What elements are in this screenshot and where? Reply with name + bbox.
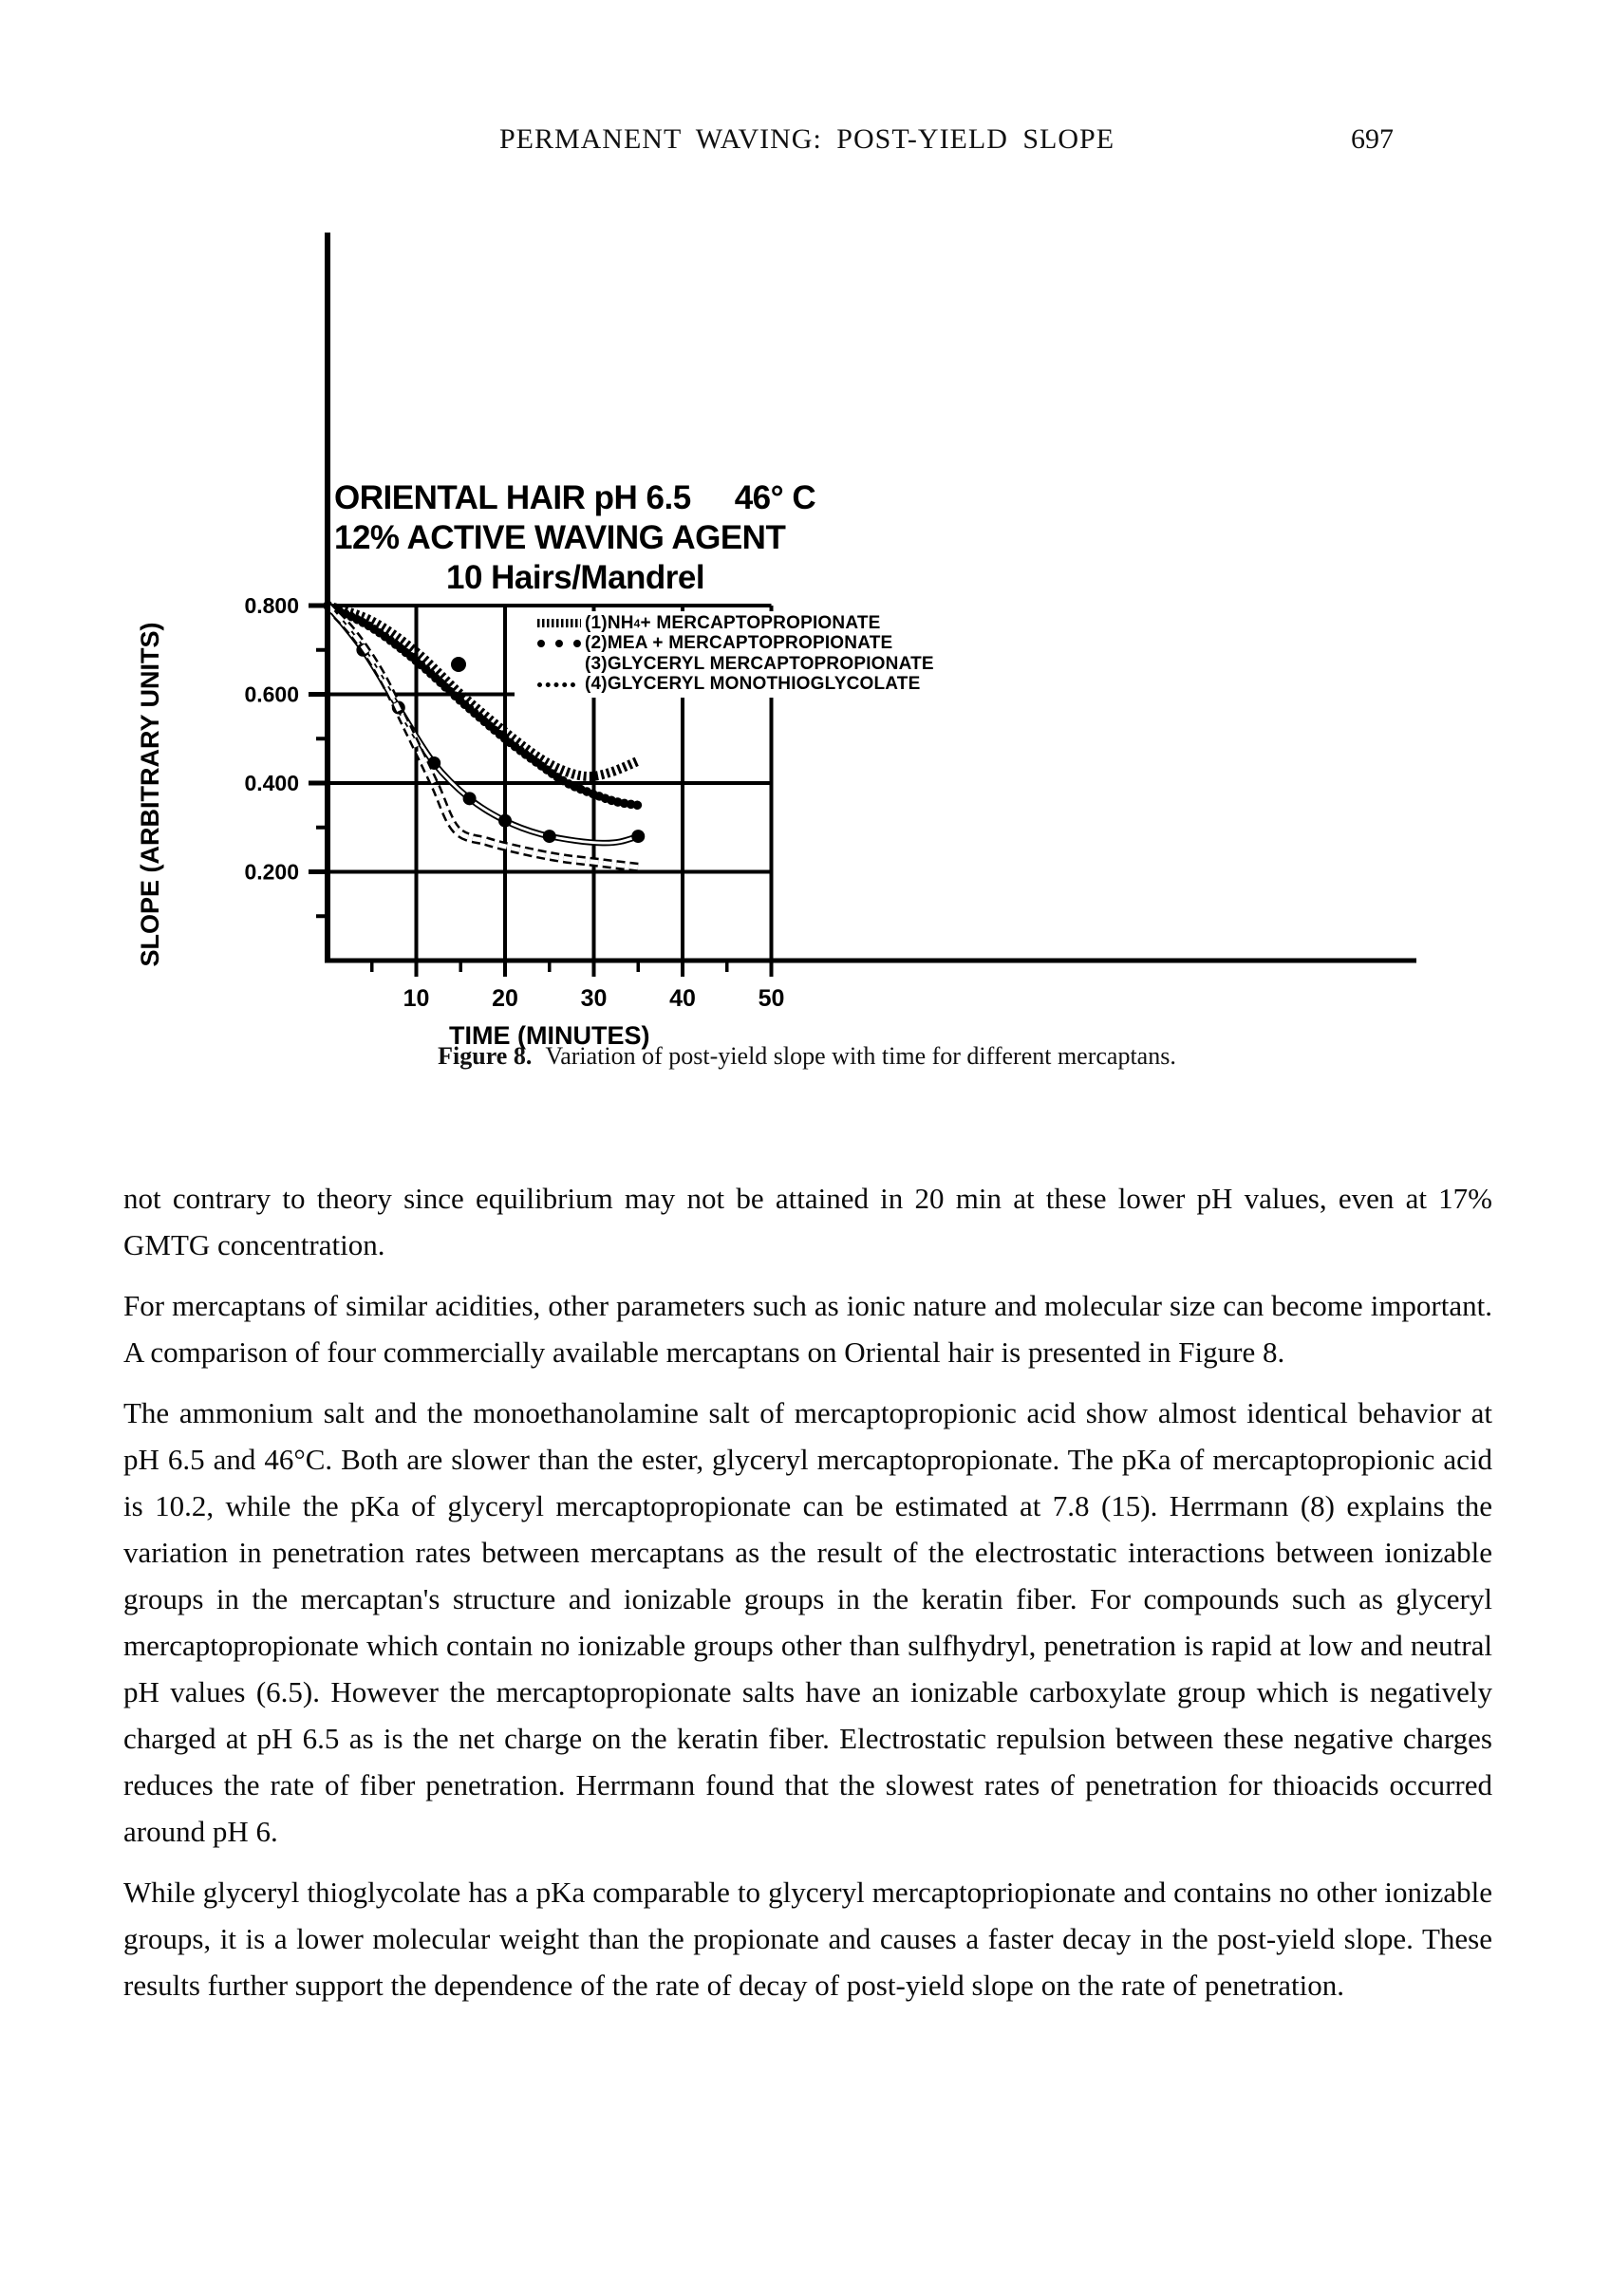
svg-text:0.200: 0.200 <box>244 859 299 885</box>
filled-dot-icon <box>451 657 466 672</box>
svg-text:30: 30 <box>580 985 608 1012</box>
blank-marker <box>537 660 585 668</box>
hash-pattern-icon <box>537 619 585 627</box>
data-point-dot <box>498 814 512 828</box>
legend-num: (2) <box>585 633 608 654</box>
chart-legend <box>515 611 1023 698</box>
chart-title-line1 <box>334 479 815 517</box>
legend-item-nh4-mercaptopropionate <box>537 613 1023 634</box>
chart-title-line2: 12% ACTIVE WAVING AGENT <box>334 519 786 556</box>
body-text <box>123 1175 1492 2023</box>
legend-label: NH <box>607 612 634 633</box>
bead-pattern-icon <box>537 640 585 647</box>
figure-caption-label: Figure 8. <box>438 1042 533 1070</box>
legend-label-rest: GLYCERYL MERCAPTOPROPIONATE <box>607 653 934 674</box>
svg-text:10: 10 <box>403 985 430 1012</box>
page-number: 697 <box>1351 123 1394 155</box>
svg-text:0.800: 0.800 <box>244 593 299 618</box>
chart-title-temperature: 46° C <box>734 479 816 516</box>
legend-num: (1) <box>585 612 608 633</box>
running-head-title: PERMANENT WAVING: POST-YIELD SLOPE <box>498 123 1115 155</box>
svg-text:0.400: 0.400 <box>244 771 299 795</box>
chart-title-line3: 10 Hairs/Mandrel <box>446 559 705 596</box>
data-point-dot <box>543 830 556 843</box>
data-point-dot <box>631 830 645 843</box>
paragraph: While glyceryl thioglycolate has a pKa comparable to glyceryl mercaptopriopionate and contains no other ionizable groups, it is a lower molecular weight than the propionate and causes a faster decay in the post-yield slope. These results further support the dependence of the rate of decay of post-yield slope on the rate of penetration. <box>123 1876 1492 2002</box>
chart-axes <box>325 233 1416 962</box>
paragraph: not contrary to theory since equilibrium may not be attained in 20 min at these lower pH values, even at 17% GMTG concentration. <box>123 1182 1492 1261</box>
svg-text:TIME (MINUTES): TIME (MINUTES) <box>449 1021 650 1050</box>
figure-caption-text: Variation of post-yield slope with time for different mercaptans. <box>545 1042 1176 1070</box>
chart-title-conditions: ORIENTAL HAIR pH 6.5 <box>334 479 691 516</box>
legend-label-rest: + MERCAPTOPROPIONATE <box>640 612 881 633</box>
legend-label-rest: GLYCERYL MONOTHIOGLYCOLATE <box>607 674 921 695</box>
legend-num: (3) <box>585 653 608 674</box>
legend-num: (4) <box>585 674 608 695</box>
svg-text:0.600: 0.600 <box>244 681 299 707</box>
legend-label-subscript: 4 <box>633 616 641 630</box>
svg-text:50: 50 <box>758 985 785 1012</box>
dotted-line-icon <box>537 682 585 687</box>
svg-text:40: 40 <box>669 985 696 1012</box>
legend-item-glyceryl-monothioglycolate <box>537 675 1023 696</box>
paragraph: For mercaptans of similar acidities, other parameters such as ionic nature and molecular size can become important. A comparison of four commercially available mercaptans on Oriental hair is presented in Figure 8. <box>123 1289 1492 1369</box>
legend-label-rest: MEA + MERCAPTOPROPIONATE <box>607 633 893 654</box>
svg-text:SLOPE (ARBITRARY UNITS): SLOPE (ARBITRARY UNITS) <box>136 622 164 967</box>
legend-item-mea-mercaptopropionate <box>537 634 1023 655</box>
figure-caption <box>123 1042 1490 1071</box>
legend-item-glyceryl-mercaptopropionate <box>537 654 1023 675</box>
data-point-dot <box>463 792 477 805</box>
svg-text:20: 20 <box>492 985 518 1012</box>
paragraph: The ammonium salt and the monoethanolamine salt of mercaptopropionic acid show almost identical behavior at pH 6.5 and 46°C. Both are slower than the ester, glyceryl mercaptopropionate. The pKa of mercaptopropionic acid is 10.2, while the pKa of glyceryl mercaptopropionate can be estimated at 7.8 (15). Herrmann (8) explains the variation in penetration rates between mercaptans as the result of the electrostatic interactions between ionizable groups in the mercaptan's structure and ionizable groups in the keratin fiber. For compounds such as glyceryl mercaptopropionate which contain no ionizable groups other than sulfhydryl, penetration is rapid at low and neutral pH values (6.5). However the mercaptopropionate salts have an ionizable carboxylate group which is negatively charged at pH 6.5 as is the net charge on the keratin fiber. Electrostatic repulsion between these negative charges reduces the rate of fiber penetration. Herrmann found that the slowest rates of penetration for thioacids occurred around pH 6. <box>123 1396 1492 1848</box>
